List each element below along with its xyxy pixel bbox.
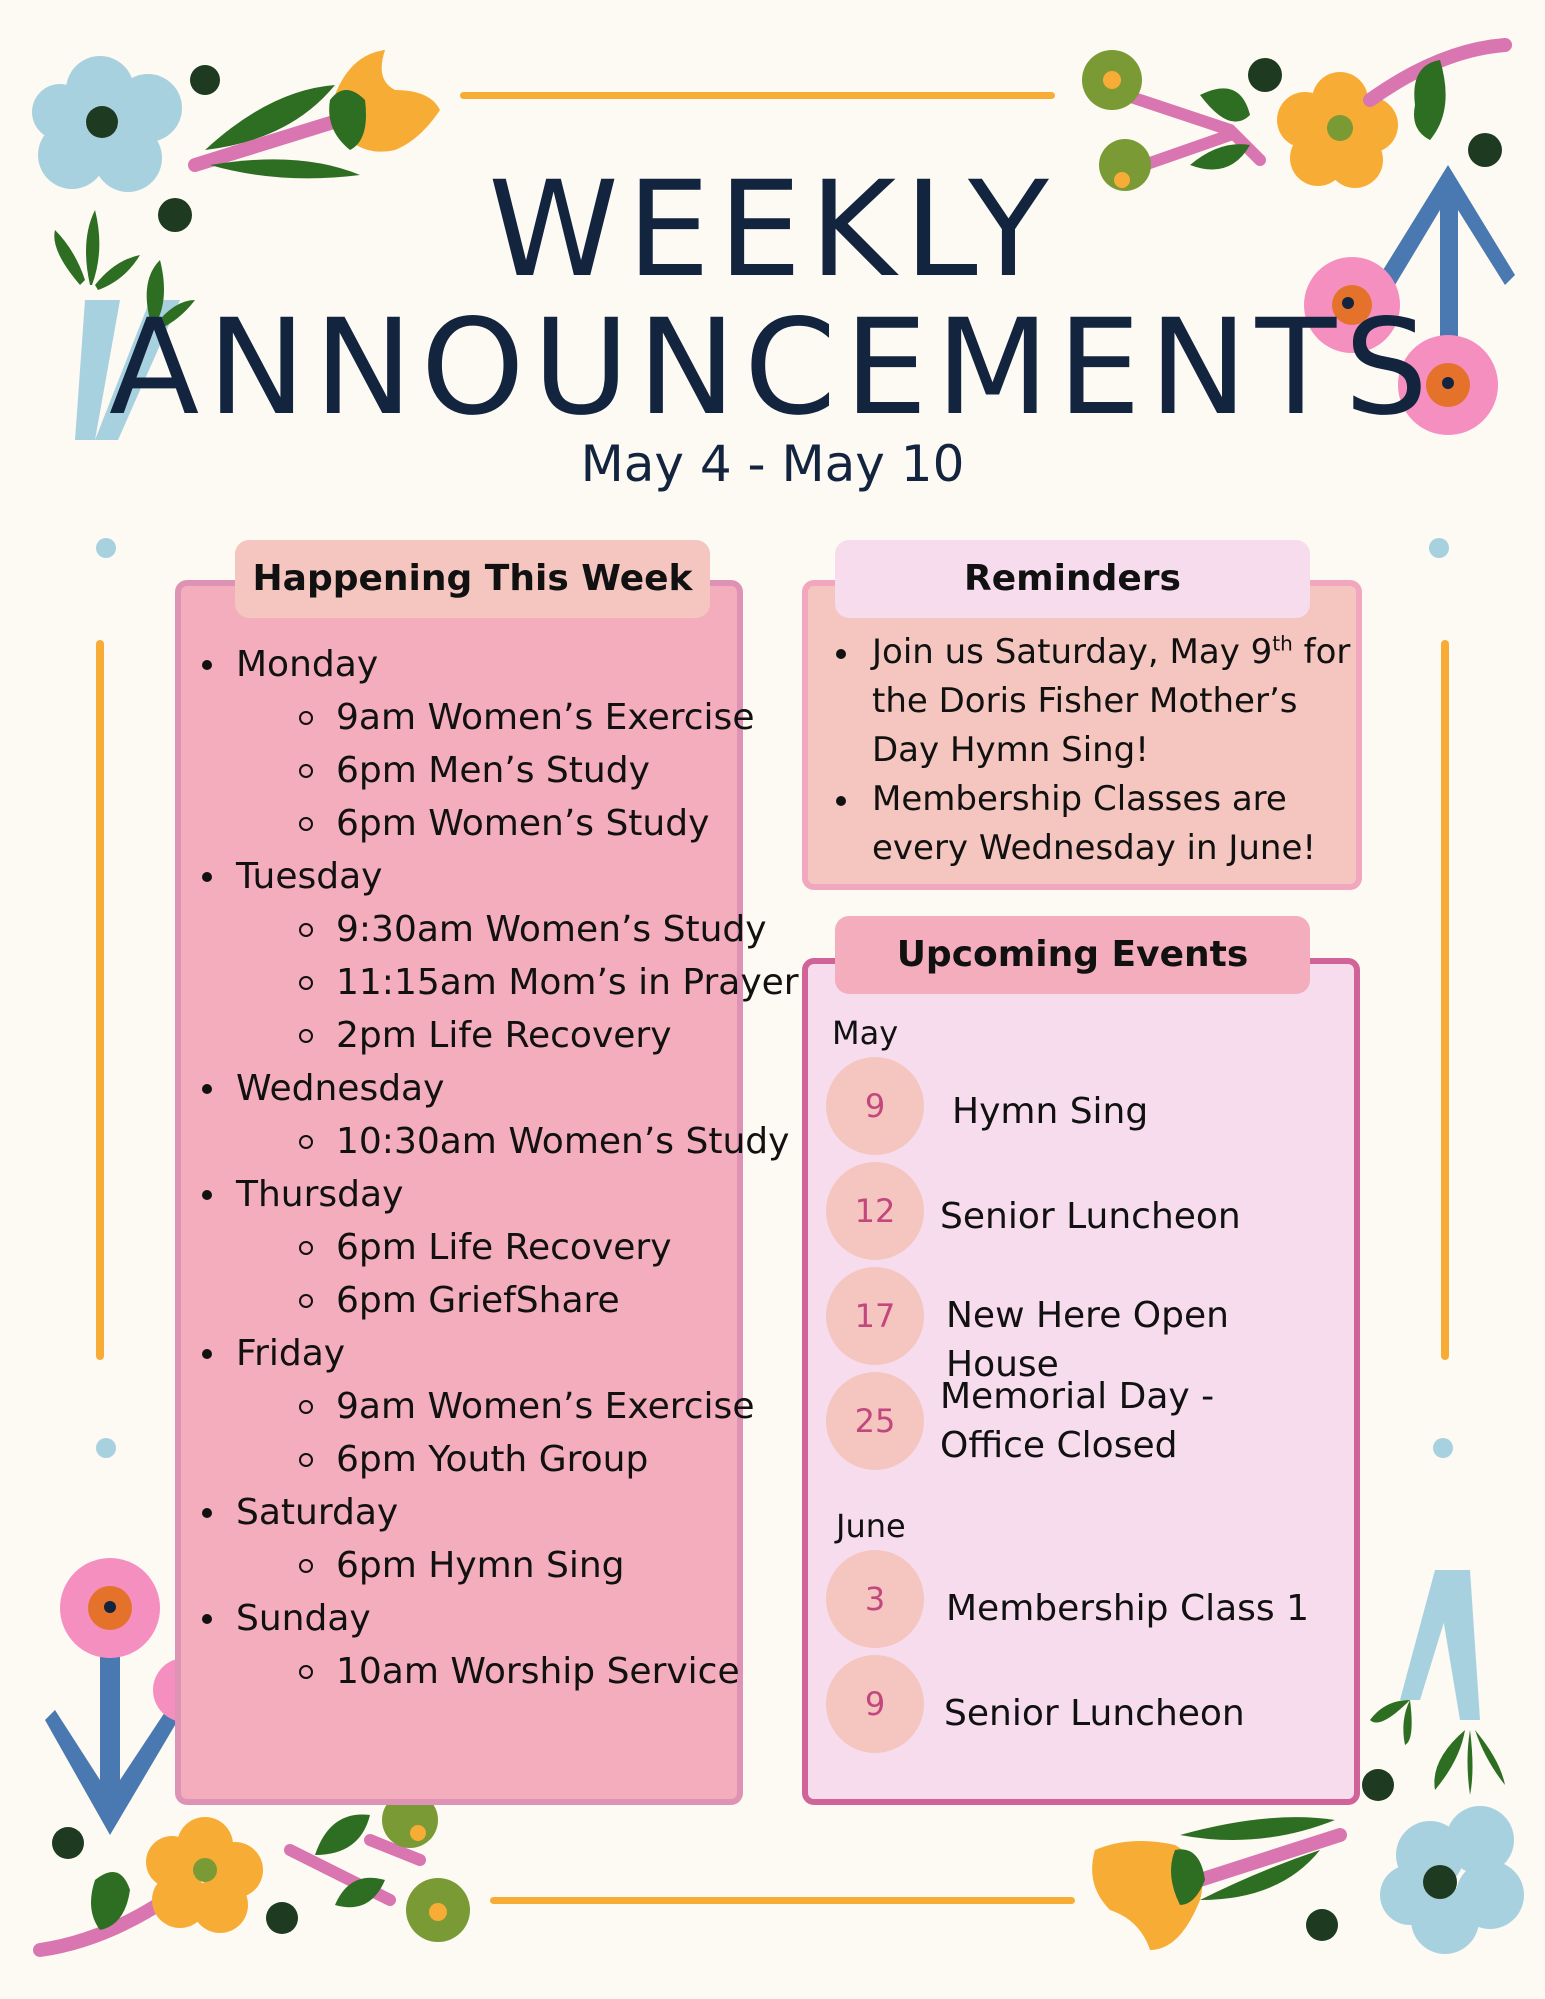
schedule-event: 10:30am Women’s Study: [236, 1115, 736, 1168]
schedule-event: 2pm Life Recovery: [236, 1009, 736, 1062]
schedule-event: 6pm GriefShare: [236, 1274, 736, 1327]
day-events-list: [236, 1380, 755, 1486]
schedule-event: 9am Women’s Exercise: [236, 1380, 736, 1433]
blue-flower-icon: [1380, 1806, 1524, 1954]
frame-dot: [96, 538, 116, 558]
date-circle: 3: [826, 1550, 924, 1648]
schedule-event: 6pm Hymn Sing: [236, 1539, 736, 1592]
top-divider-line: [460, 92, 1055, 99]
reminders-list: [832, 628, 1352, 873]
day-label: Thursday: [236, 1174, 404, 1215]
event-row: [826, 1550, 1346, 1650]
date-circle: 25: [826, 1372, 924, 1470]
happening-this-week-heading: Happening This Week: [235, 540, 710, 618]
date-circle: 9: [826, 1655, 924, 1753]
event-row: [826, 1057, 1346, 1157]
frame-dot: [1429, 538, 1449, 558]
dot-icon: [266, 1902, 298, 1934]
day-label: Sunday: [236, 1598, 371, 1639]
day-events-list: [236, 903, 799, 1062]
schedule-day: [196, 638, 755, 850]
schedule-event: 9:30am Women’s Study: [236, 903, 736, 956]
day-label: Monday: [236, 644, 379, 685]
event-name: New Here Open House: [946, 1295, 1229, 1385]
reminder-text: for the Doris Fisher Mother’s Day Hymn Sing!: [872, 632, 1351, 770]
date-circle: 17: [826, 1267, 924, 1365]
schedule-day: [196, 1062, 790, 1168]
schedule-event: 9am Women’s Exercise: [236, 691, 736, 744]
right-divider-line: [1441, 640, 1449, 1360]
title-announcements: ANNOUNCEMENTS: [108, 291, 1437, 445]
reminder-text: Membership Classes are every Wednesday in June!: [872, 779, 1316, 868]
bottom-divider-line: [490, 1897, 1075, 1904]
event-name: Membership Class 1: [946, 1588, 1310, 1629]
event-row: [826, 1372, 1346, 1472]
schedule-event: 6pm Men’s Study: [236, 744, 736, 797]
event-row: [826, 1267, 1346, 1385]
schedule-event: 6pm Life Recovery: [236, 1221, 736, 1274]
day-events-list: [236, 691, 755, 850]
day-label: Tuesday: [236, 856, 383, 897]
dot-icon: [52, 1827, 84, 1859]
tulip-icon: [1092, 1817, 1340, 1950]
upcoming-events-heading: Upcoming Events: [835, 916, 1310, 994]
sprout-icon: [1370, 1570, 1505, 1795]
schedule-event: 6pm Youth Group: [236, 1433, 736, 1486]
green-flower-icon: [290, 1792, 470, 1942]
frame-dot: [1433, 1438, 1453, 1458]
dot-icon: [190, 65, 220, 95]
dot-icon: [1306, 1909, 1338, 1941]
left-divider-line: [96, 640, 104, 1360]
reminder-item: [832, 775, 1352, 873]
schedule-event: 10am Worship Service: [236, 1645, 736, 1698]
date-range: May 4 - May 10: [580, 435, 965, 493]
schedule-event: 6pm Women’s Study: [236, 797, 736, 850]
day-events-list: [236, 1645, 740, 1698]
schedule-day: [196, 1486, 736, 1592]
reminder-text: Join us Saturday, May 9: [872, 632, 1273, 672]
date-circle: 12: [826, 1162, 924, 1260]
schedule-event: 11:15am Mom’s in Prayer: [236, 956, 736, 1009]
month-label-may: May: [832, 1014, 899, 1052]
event-name: Hymn Sing: [952, 1091, 1149, 1132]
event-row: [826, 1162, 1346, 1262]
dot-icon: [1248, 58, 1282, 92]
schedule-day: [196, 1168, 736, 1327]
day-events-list: [236, 1221, 736, 1327]
day-events-list: [236, 1539, 736, 1592]
month-label-june: June: [836, 1507, 906, 1545]
day-label: Friday: [236, 1333, 346, 1374]
reminders-heading: Reminders: [835, 540, 1310, 618]
title-weekly: WEEKLY: [488, 153, 1057, 307]
schedule-day: [196, 850, 799, 1062]
day-label: Saturday: [236, 1492, 399, 1533]
event-row: [826, 1655, 1346, 1755]
weekly-schedule-list: [196, 638, 799, 1698]
reminder-item: [832, 628, 1352, 775]
ordinal-suffix: th: [1272, 631, 1293, 656]
event-name: Memorial Day - Office Closed: [940, 1376, 1215, 1466]
schedule-day: [196, 1327, 755, 1486]
day-events-list: [236, 1115, 790, 1168]
dot-icon: [1362, 1769, 1394, 1801]
schedule-day: [196, 1592, 740, 1698]
date-circle: 9: [826, 1057, 924, 1155]
event-name: Senior Luncheon: [940, 1196, 1241, 1237]
event-name: Senior Luncheon: [944, 1693, 1245, 1734]
frame-dot: [96, 1438, 116, 1458]
day-label: Wednesday: [236, 1068, 445, 1109]
